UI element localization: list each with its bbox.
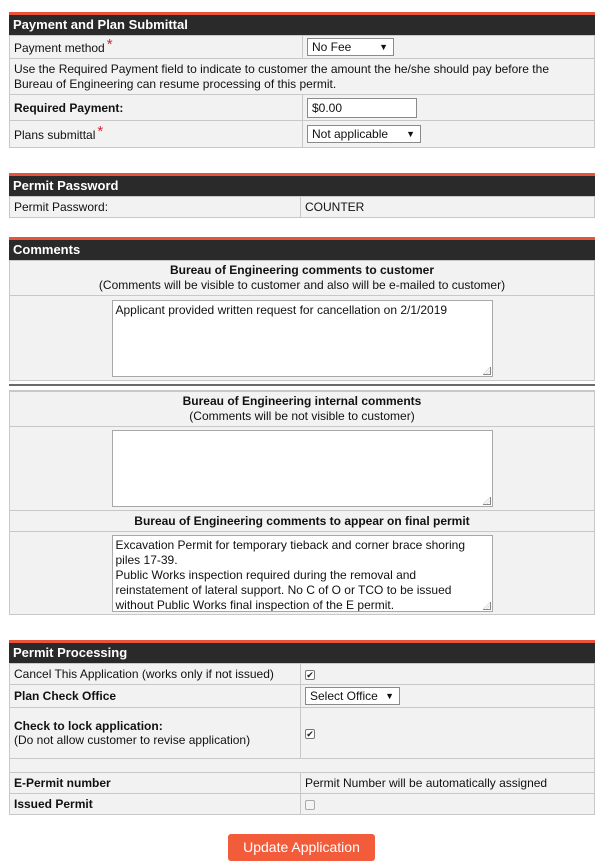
final-permit-comments-cell [10,532,595,615]
final-permit-comments-line2: Public Works inspection required during the removal and reinstatement of lateral support. No C of O or TCO to be issued without Public Works final inspection of the E permit. [115,567,452,612]
internal-comments-subheading: (Comments will be not visible to customer) [189,409,415,423]
comments-panel-title: Comments [9,240,595,260]
processing-panel-title: Permit Processing [9,643,595,663]
internal-comments-header [10,392,595,427]
epermit-number-value: Permit Number will be automatically assigned [301,773,595,794]
customer-comments-header [10,261,595,296]
plans-submittal-select[interactable] [307,125,421,143]
plans-submittal-label: Plans submittal [14,127,96,142]
plans-submittal-value: Not applicable [312,127,389,141]
resize-grip-icon[interactable] [483,497,491,505]
plan-check-office-value: Select Office [310,689,378,703]
resize-grip-icon[interactable] [483,367,491,375]
processing-panel [9,640,595,815]
processing-spacer [10,759,595,773]
chevron-down-icon: ▼ [385,691,394,701]
lock-application-checkbox[interactable]: ✔ [306,728,314,739]
comments-panel [9,237,595,615]
comments-divider [9,384,595,391]
payment-method-select[interactable] [307,38,394,56]
final-permit-comments-line1: Excavation Permit for temporary tieback and corner brace shoring piles 17-39. [115,537,465,567]
cancel-application-checkbox[interactable]: ✔ [306,669,314,680]
plan-check-office-label: Plan Check Office [10,685,301,708]
issued-permit-cell [301,794,595,815]
payment-panel-title: Payment and Plan Submittal [9,15,595,35]
payment-method-cell [10,36,303,59]
customer-comments-text: Applicant provided written request for cancellation on 2/1/2019 [115,302,448,317]
password-panel [9,173,595,218]
payment-method-value-cell [303,36,595,59]
payment-method-label: Payment method [14,40,105,55]
password-table [9,196,595,218]
internal-comments-textarea[interactable] [112,430,493,507]
required-payment-cell [303,95,595,121]
final-permit-comments-heading: Bureau of Engineering comments to appear on final permit [10,511,595,532]
final-permit-comments-textarea[interactable] [112,535,493,612]
lock-application-checkbox-cell [301,708,595,759]
internal-comments-heading: Bureau of Engineering internal comments [182,394,422,408]
customer-comments-textarea[interactable] [112,300,493,377]
resize-grip-icon[interactable] [483,602,491,610]
permit-password-value: COUNTER [301,197,595,218]
cancel-application-label: Cancel This Application (works only if not issued) [10,664,301,685]
cancel-application-cell [301,664,595,685]
lock-application-label: Check to lock application: [14,719,163,733]
internal-comments-cell [10,427,595,511]
required-mark: * [97,122,104,140]
plans-submittal-value-cell [303,121,595,148]
payment-info-text: Use the Required Payment field to indicate to customer the amount the he/she should pay before the Bureau of Engineering can resume processing of this permit. [10,59,595,95]
customer-comments-subheading: (Comments will be visible to customer and also will be e-mailed to customer) [98,278,506,292]
required-payment-label: Required Payment: [10,95,303,121]
plan-check-office-cell [301,685,595,708]
plans-submittal-cell [10,121,303,148]
required-payment-input[interactable]: $0.00 [307,98,417,118]
internal-comments-table [9,391,595,615]
permit-password-label: Permit Password: [10,197,301,218]
update-application-button[interactable]: Update Application [228,834,375,861]
customer-comments-cell [10,296,595,381]
payment-table [9,35,595,148]
plan-check-office-select[interactable] [305,687,400,705]
payment-method-value: No Fee [312,40,352,54]
customer-comments-heading: Bureau of Engineering comments to customer [169,263,435,277]
chevron-down-icon: ▼ [379,42,388,52]
lock-application-cell [10,708,301,759]
epermit-number-label: E-Permit number [10,773,301,794]
comments-table [9,260,595,381]
processing-table [9,663,595,815]
issued-permit-label: Issued Permit [10,794,301,815]
password-panel-title: Permit Password [9,176,595,196]
payment-panel [9,12,595,148]
chevron-down-icon: ▼ [406,129,415,139]
issued-permit-checkbox[interactable] [305,800,315,810]
lock-application-sublabel: (Do not allow customer to revise application) [14,733,251,747]
required-mark: * [106,35,113,53]
